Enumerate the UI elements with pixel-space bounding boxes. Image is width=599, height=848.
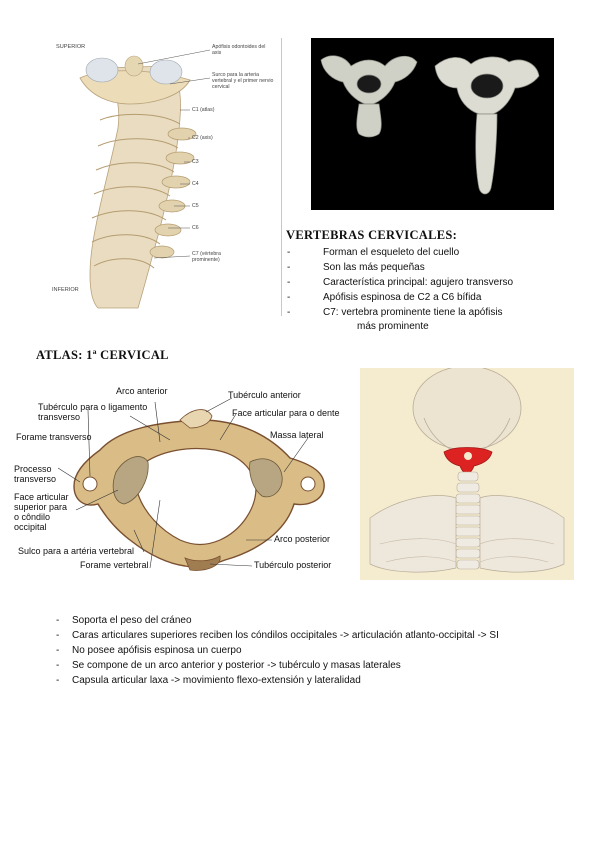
- label-tuberculo-anterior: Tubérculo anterior: [228, 390, 301, 400]
- label-tuberculo-posterior: Tubérculo posterior: [254, 560, 332, 570]
- label-tuberculo-ligamento: Tubérculo para o ligamento: [38, 402, 148, 412]
- callout-vertebral-groove: Surco para la arteria vertebral y el primer nervio cervical: [212, 72, 274, 90]
- callout-c4: C4: [192, 181, 199, 187]
- label-arco-anterior: Arco anterior: [116, 386, 168, 396]
- callout-c5: C5: [192, 203, 199, 209]
- bullet-dash: -: [287, 262, 291, 273]
- label-massa-lateral: Massa lateral: [270, 430, 324, 440]
- label-face-articular-superior-4: occipital: [14, 522, 47, 532]
- label-forame-transverso: Forame transverso: [16, 432, 92, 442]
- inferior-label: INFERIOR: [52, 287, 79, 293]
- vertebrae-photo: [311, 38, 554, 210]
- label-face-articular-superior-3: o côndilo: [14, 512, 51, 522]
- bullet-dash: -: [56, 675, 60, 686]
- bullet-dash: -: [56, 645, 60, 656]
- callout-c2: C2 (axis): [192, 135, 213, 141]
- bullet-dash: -: [56, 630, 60, 641]
- cervical-heading: VERTEBRAS CERVICALES:: [286, 228, 458, 242]
- bullet-text: C7: vertebra prominente tiene la apófisis: [323, 307, 503, 318]
- label-processo-transverso: Processo: [14, 464, 52, 474]
- label-sulco-arteria: Sulco para a artéria vertebral: [18, 546, 135, 556]
- atlas-heading: ATLAS: 1ª CERVICAL: [36, 348, 169, 362]
- bullet-text: Capsula articular laxa -> movimiento flexo-extensión y lateralidad: [72, 675, 361, 686]
- bullet-text: Característica principal: agujero transverso: [323, 277, 514, 288]
- callout-c3: C3: [192, 159, 199, 165]
- label-processo-transverso-2: transverso: [14, 474, 57, 484]
- superior-label: SUPERIOR: [56, 44, 86, 50]
- label-face-articular-dente: Face articular para o dente: [232, 408, 340, 418]
- bullet-dash: -: [56, 615, 60, 626]
- bullet-dash: -: [287, 247, 291, 258]
- vertebrae-photo-illustration: [311, 38, 554, 210]
- bullet-dash: -: [287, 277, 291, 288]
- bullet-text: Soporta el peso del cráneo: [72, 615, 192, 626]
- bullet-dash: -: [56, 660, 60, 671]
- bullet-text: Forman el esqueleto del cuello: [323, 247, 460, 258]
- bullet-text: No posee apófisis espinosa un cuerpo: [72, 645, 242, 656]
- cervical-spine-figure: [40, 38, 285, 316]
- label-face-articular-superior: Face articular: [14, 492, 69, 502]
- bullet-text: Caras articulares superiores reciben los cóndilos occipitales -> articulación atlanto-occipital -> SI: [72, 630, 499, 641]
- bullet-dash: -: [287, 307, 291, 318]
- label-face-articular-superior-2: superior para: [14, 502, 68, 512]
- bullet-text: Son las más pequeñas: [323, 262, 425, 273]
- bullet-text: Se compone de un arco anterior y posterior -> tubérculo y masas laterales: [72, 660, 401, 671]
- label-tuberculo-ligamento-2: transverso: [38, 412, 81, 422]
- label-forame-vertebral: Forame vertebral: [80, 560, 149, 570]
- atlas-diagram: [10, 380, 350, 580]
- callout-c6: C6: [192, 225, 199, 231]
- divider-line: [281, 38, 282, 316]
- bullet-text: Apófisis espinosa de C2 a C6 bífida: [323, 292, 482, 303]
- callout-c7: C7 (vértebra prominente): [192, 251, 221, 263]
- skull-neck-illustration: [360, 368, 574, 580]
- callout-odontoid: Apófisis odontoides del axis: [212, 44, 266, 56]
- label-arco-posterior: Arco posterior: [274, 534, 331, 544]
- callout-c1: C1 (atlas): [192, 107, 215, 113]
- bullet-dash: -: [287, 292, 291, 303]
- skull-neck-drawing: [360, 368, 574, 580]
- cervical-bullet-continuation: más prominente: [357, 321, 429, 332]
